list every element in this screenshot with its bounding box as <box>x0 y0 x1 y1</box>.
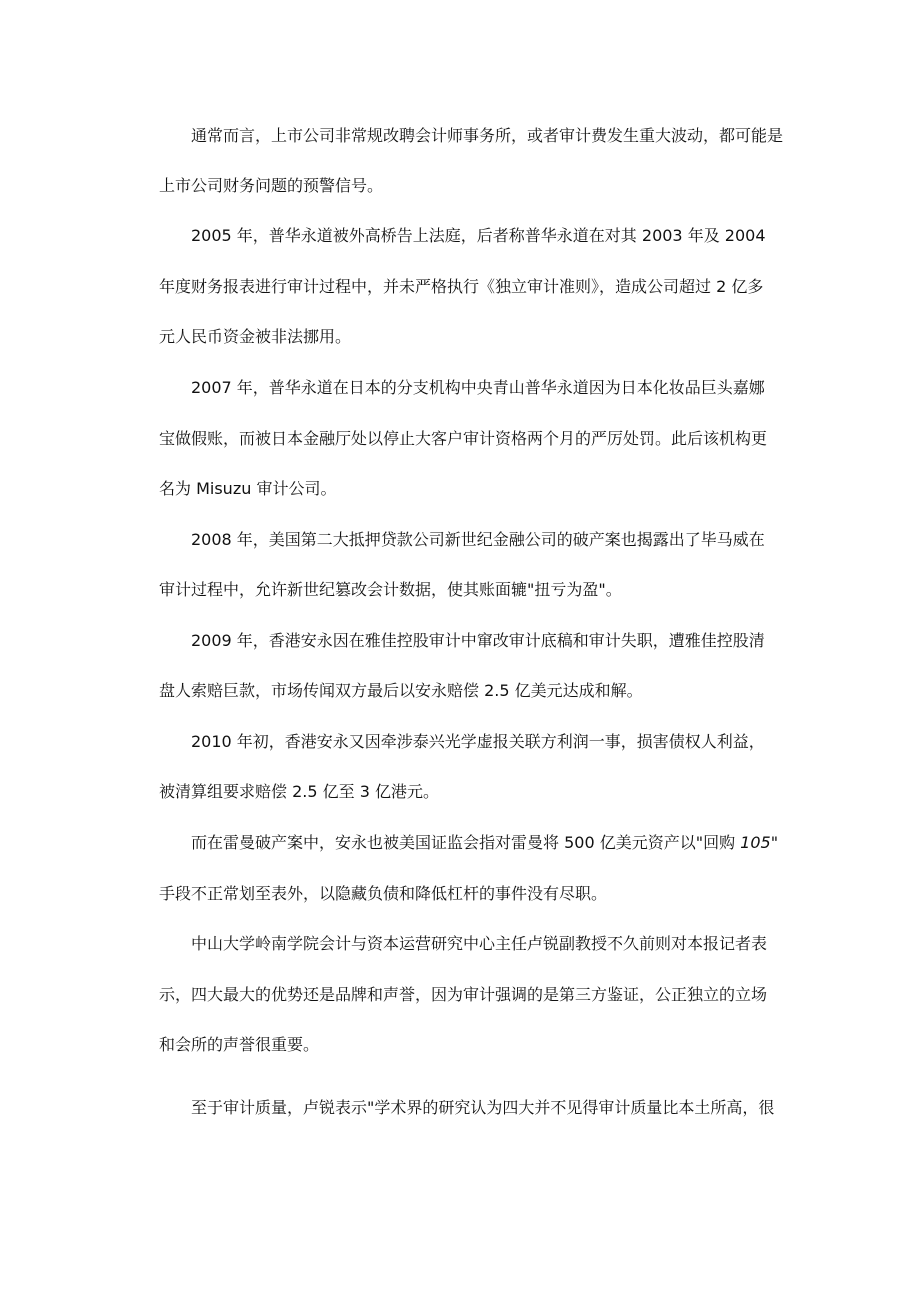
paragraph-2-line-1: 2005 年，普华永道被外高桥告上法庭，后者称普华永道在对其 2003 年及 2004 <box>191 226 766 245</box>
paragraph-4-line-2: 审计过程中，允许新世纪篡改会计数据，使其账面辘"扭亏为盈"。 <box>159 580 622 599</box>
paragraph-3-line-1: 2007 年，普华永道在日本的分支机构中央青山普华永道因为日本化妆品巨头嘉娜 <box>191 378 765 397</box>
paragraph-8-line-2: 示，四大最大的优势还是品牌和声誉，因为审计强调的是第三方鉴证，公正独立的立场 <box>159 985 768 1004</box>
paragraph-7-line-1 <box>191 831 778 855</box>
paragraph-7-line-1-quote: " <box>770 833 779 852</box>
paragraph-5-line-1: 2009 年，香港安永因在雅佳控股审计中窜改审计底稿和审计失职，遭雅佳控股清 <box>191 631 765 650</box>
paragraph-7-line-2: 手段不正常划至表外，以隐藏负债和降低杠杆的事件没有尽职。 <box>159 884 608 903</box>
paragraph-1-line-1: 通常而言，上市公司非常规改聘会计师事务所，或者审计费发生重大波动，都可能是 <box>191 126 784 145</box>
paragraph-6-line-2: 被清算组要求赔偿 2.5 亿至 3 亿港元。 <box>159 782 439 801</box>
paragraph-4-line-1: 2008 年，美国第二大抵押贷款公司新世纪金融公司的破产案也揭露出了毕马威在 <box>191 530 765 549</box>
paragraph-2-line-3: 元人民币资金被非法挪用。 <box>159 327 352 346</box>
paragraph-5-line-2: 盘人索赔巨款，市场传闻双方最后以安永赔偿 2.5 亿美元达成和解。 <box>159 681 643 700</box>
paragraph-2-line-2: 年度财务报表进行审计过程中，并未严格执行《独立审计准则》，造成公司超过 2 亿多 <box>159 277 764 296</box>
paragraph-1-line-2: 上市公司财务问题的预警信号。 <box>159 176 384 195</box>
paragraph-7-line-1-text: 而在雷曼破产案中，安永也被美国证监会指对雷曼将 500 亿美元资产以"回购 <box>191 833 741 852</box>
paragraph-7-line-1-italic: 105 <box>740 833 771 852</box>
paragraph-6-line-1: 2010 年初，香港安永又因牵涉泰兴光学虚报关联方利润一事，损害债权人利益， <box>191 732 765 751</box>
paragraph-9-line-1: 至于审计质量，卢锐表示"学术界的研究认为四大并不见得审计质量比本土所高，很 <box>191 1098 775 1117</box>
paragraph-3-line-3: 名为 Misuzu 审计公司。 <box>159 479 337 498</box>
paragraph-8-line-3: 和会所的声誉很重要。 <box>159 1035 320 1054</box>
paragraph-3-line-2: 宝做假账，而被日本金融厅处以停止大客户审计资格两个月的严厉处罚。此后该机构更 <box>159 429 768 448</box>
paragraph-8-line-1: 中山大学岭南学院会计与资本运营研究中心主任卢锐副教授不久前则对本报记者表 <box>191 934 768 953</box>
